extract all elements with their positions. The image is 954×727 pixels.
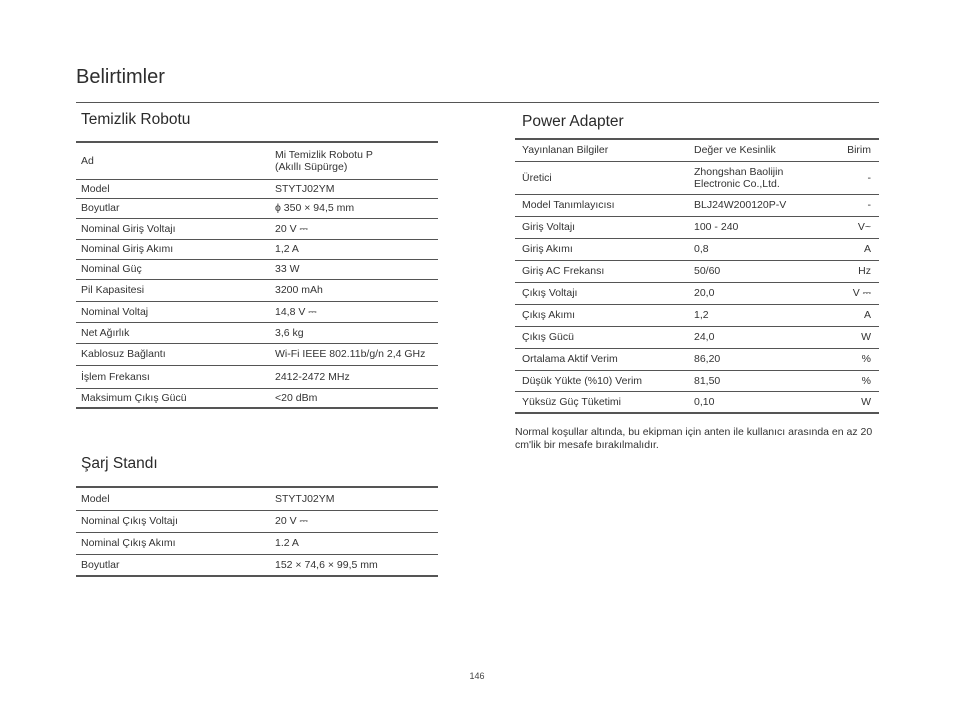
charger-heading: Şarj Standı [81, 455, 158, 472]
page-title: Belirtimler [76, 66, 165, 88]
table-row [76, 239, 438, 259]
spec-label: Nominal Giriş Voltajı [76, 218, 275, 239]
spec-value: Wi-Fi IEEE 802.11b/g/n 2,4 GHz [275, 343, 438, 365]
spec-value: 50/60 [694, 260, 831, 282]
spec-label: Yüksüz Güç Tüketimi [515, 391, 694, 413]
spec-label: Giriş Akımı [515, 238, 694, 260]
spec-unit: W [831, 391, 879, 413]
table-row [515, 260, 879, 282]
spec-value: 100 - 240 [694, 216, 831, 238]
table-row [515, 370, 879, 391]
spec-unit: W [831, 326, 879, 348]
spec-label: Model [76, 179, 275, 198]
spec-label: Boyutlar [76, 198, 275, 218]
spec-value: 20,0 [694, 282, 831, 304]
table-row [76, 322, 438, 343]
table-row [515, 348, 879, 370]
spec-label: Ortalama Aktif Verim [515, 348, 694, 370]
table-row [515, 326, 879, 348]
page-number: 146 [469, 671, 485, 681]
spec-unit: Hz [831, 260, 879, 282]
spec-label: Model Tanımlayıcısı [515, 194, 694, 216]
spec-label: Boyutlar [76, 554, 275, 576]
spec-value: 1,2 A [275, 239, 438, 259]
spec-value: 24,0 [694, 326, 831, 348]
adapter-spec-table [515, 138, 879, 414]
spec-value: 81,50 [694, 370, 831, 391]
robot-spec-table [76, 141, 438, 409]
spec-label: Nominal Çıkış Akımı [76, 532, 275, 554]
spec-unit: - [831, 161, 879, 194]
table-row [76, 510, 438, 532]
spec-value: Mi Temizlik Robotu P (Akıllı Süpürge) [275, 148, 373, 173]
spec-label: Nominal Çıkış Voltajı [76, 510, 275, 532]
table-row [76, 301, 438, 322]
spec-value: 3200 mAh [275, 279, 438, 301]
spec-label: Pil Kapasitesi [76, 279, 275, 301]
spec-unit: A [831, 238, 879, 260]
table-row [515, 238, 879, 260]
column-header-unit: Birim [847, 144, 871, 157]
spec-value: 2412-2472 MHz [275, 365, 438, 388]
robot-heading: Temizlik Robotu [81, 111, 191, 128]
spec-label: Ad [81, 154, 94, 167]
spec-label: Çıkış Akımı [515, 304, 694, 326]
spec-value: 0,10 [694, 391, 831, 413]
spec-value: 14,8 V ⎓ [275, 301, 438, 322]
spec-value: 1.2 A [275, 532, 438, 554]
spec-label: İşlem Frekansı [76, 365, 275, 388]
spec-label: Maksimum Çıkış Gücü [76, 388, 275, 408]
table-row [76, 179, 438, 198]
spec-value: 3,6 kg [275, 322, 438, 343]
table-row [76, 259, 438, 279]
table-row [515, 304, 879, 326]
spec-unit: % [831, 370, 879, 391]
spec-unit: % [831, 348, 879, 370]
spec-label: Düşük Yükte (%10) Verim [515, 370, 694, 391]
table-row [76, 218, 438, 239]
table-row [76, 343, 438, 365]
table-row [515, 161, 879, 194]
table-header-row [515, 139, 879, 161]
spec-value: 33 W [275, 259, 438, 279]
table-row [76, 554, 438, 576]
spec-value: Zhongshan Baolijin Electronic Co.,Ltd. [694, 161, 831, 194]
spec-value: 20 V ⎓ [275, 218, 438, 239]
spec-label: Çıkış Voltajı [515, 282, 694, 304]
column-header-info: Yayınlanan Bilgiler [522, 144, 609, 157]
table-row [515, 282, 879, 304]
spec-unit: - [831, 194, 879, 216]
spec-value: 1,2 [694, 304, 831, 326]
spec-value: 0,8 [694, 238, 831, 260]
spec-label: Nominal Voltaj [76, 301, 275, 322]
spec-unit: V~ [831, 216, 879, 238]
spec-unit: V ⎓ [831, 282, 879, 304]
spec-value: 152 × 74,6 × 99,5 mm [275, 554, 438, 576]
spec-value: 20 V ⎓ [275, 510, 438, 532]
table-row [515, 194, 879, 216]
spec-label: Kablosuz Bağlantı [76, 343, 275, 365]
spec-value: STYTJ02YM [275, 179, 438, 198]
spec-label: Model [81, 492, 110, 505]
adapter-heading: Power Adapter [522, 113, 624, 130]
table-row [76, 388, 438, 408]
spec-label: Giriş AC Frekansı [515, 260, 694, 282]
table-row [76, 279, 438, 301]
charger-spec-table [76, 486, 438, 577]
spec-value: STYTJ02YM [275, 492, 335, 505]
spec-value: BLJ24W200120P-V [694, 194, 831, 216]
table-row [76, 532, 438, 554]
spec-label: Çıkış Gücü [515, 326, 694, 348]
spec-label: Giriş Voltajı [515, 216, 694, 238]
spec-value: ϕ 350 × 94,5 mm [275, 198, 438, 218]
table-row [76, 487, 438, 510]
spec-label: Net Ağırlık [76, 322, 275, 343]
table-row [76, 365, 438, 388]
spec-label: Nominal Giriş Akımı [76, 239, 275, 259]
column-header-value: Değer ve Kesinlik [694, 144, 776, 157]
table-row [515, 216, 879, 238]
table-row [76, 198, 438, 218]
table-row [76, 142, 438, 179]
title-divider [76, 102, 879, 103]
spec-value: 86,20 [694, 348, 831, 370]
spec-unit: A [831, 304, 879, 326]
table-row [515, 391, 879, 413]
antenna-distance-note: Normal koşullar altında, bu ekipman için anten ile kullanıcı arasında en az 20 cm'lik bir mesafe bırakılmalıdır. [515, 426, 873, 451]
spec-label: Üretici [515, 161, 694, 194]
spec-value: <20 dBm [275, 388, 438, 408]
spec-label: Nominal Güç [76, 259, 275, 279]
